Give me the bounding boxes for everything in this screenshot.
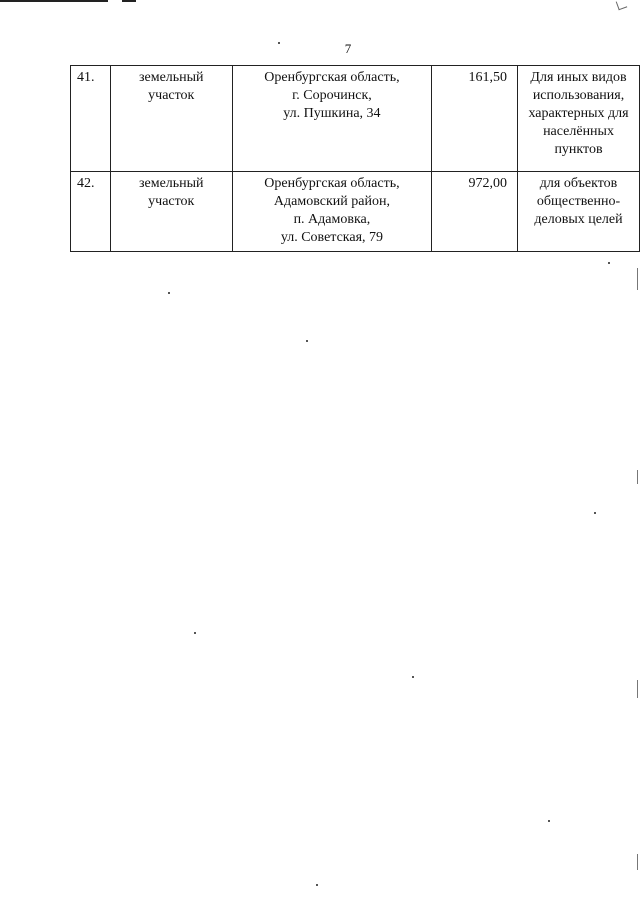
top-border-fragment-short (122, 0, 136, 2)
purpose-cell (518, 66, 640, 172)
purpose-line: общественно- (536, 194, 621, 209)
purpose-line: населённых (543, 124, 614, 139)
address-line: ул. Пушкина, 34 (283, 106, 381, 121)
purpose-line: использования, (532, 88, 625, 103)
object-type-cell (110, 172, 232, 252)
scan-speck (306, 340, 308, 342)
edge-scan-mark (637, 470, 638, 484)
object-type-line: земельный (138, 70, 204, 85)
scan-speck (594, 512, 596, 514)
row-number-cell: 41. (71, 66, 111, 172)
area-cell: 161,50 (432, 66, 518, 172)
object-type-cell (110, 66, 232, 172)
top-border-fragment (0, 0, 108, 2)
edge-scan-mark (637, 680, 638, 698)
scan-speck (412, 676, 414, 678)
scan-speck (316, 884, 318, 886)
address-line: Оренбургская область, (264, 176, 400, 191)
scan-speck (278, 42, 280, 44)
object-type-line: участок (148, 88, 195, 103)
address-cell (232, 172, 432, 252)
area-cell: 972,00 (432, 172, 518, 252)
land-plots-table (70, 65, 640, 252)
scan-speck (608, 262, 610, 264)
object-type-line: участок (148, 194, 195, 209)
address-line: Адамовский район, (273, 194, 390, 209)
address-line: г. Сорочинск, (292, 88, 372, 103)
scan-speck (168, 292, 170, 294)
table-row (71, 66, 640, 172)
scan-speck (548, 820, 550, 822)
address-line: Оренбургская область, (264, 70, 400, 85)
row-number-cell: 42. (71, 172, 111, 252)
purpose-line: для объектов (539, 176, 618, 191)
edge-scan-mark (637, 854, 638, 870)
edge-scan-mark (637, 268, 638, 290)
purpose-line: характерных для (528, 106, 629, 121)
purpose-line: деловых целей (534, 212, 623, 227)
table-row (71, 172, 640, 252)
scan-speck (194, 632, 196, 634)
address-line: ул. Советская, 79 (280, 230, 384, 245)
purpose-line: Для иных видов (530, 70, 627, 85)
purpose-line: пунктов (554, 142, 603, 157)
purpose-cell (518, 172, 640, 252)
corner-scan-mark (616, 0, 628, 10)
address-line: п. Адамовка, (293, 212, 371, 227)
address-cell (232, 66, 432, 172)
page-number: 7 (344, 41, 352, 56)
object-type-line: земельный (138, 176, 204, 191)
